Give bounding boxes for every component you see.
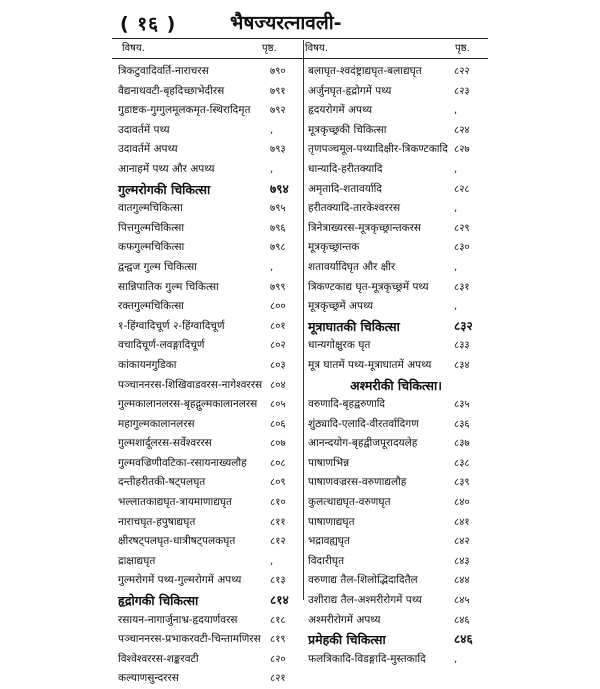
entry-page-number: ८०० [270,301,286,313]
index-entry [308,395,484,415]
entry-page-number: ८२२ [454,66,470,77]
header-rule [112,58,488,59]
entry-title: त्रिकण्टकाद्य घृत-मूत्रकृच्छ्रमें पथ्य [308,280,429,293]
index-entry [308,591,484,611]
right-subject-header: विषय. [305,43,328,54]
index-entry [308,473,484,493]
index-entry [118,611,300,631]
entry-title: १-हिंग्वादिचूर्ण २-हिंग्वादिचूर्ण [118,319,225,332]
entry-title: मूत्र घातमें पथ्य-मूत्राघातमें अपथ्य [308,358,432,371]
index-entry [118,219,300,239]
entry-page-number: ८४५ [454,595,470,607]
entry-page-number: ७९८ [270,242,286,254]
entry-page-number: , [454,163,458,175]
index-entry [308,571,484,591]
entry-page-number: ८२९ [454,222,470,234]
entry-page-number: ८३७ [454,438,470,450]
page-header [0,6,600,36]
entry-title: मूत्रकृच्छ्रमें अपथ्य [308,300,374,313]
entry-page-number: ८३० [454,242,470,254]
index-entry [118,532,300,552]
entry-page-number: ७९६ [270,222,286,234]
column-divider [303,40,304,600]
entry-page-number: ८२४ [454,124,470,136]
entry-page-number: ७९० [270,66,286,77]
entry-title: गुल्मरोगकी चिकित्सा [118,181,211,197]
entry-page-number: ८०६ [270,418,286,430]
entry-title: गुडाष्टक-गुग्गुलमूलकमृत-स्थिरादिमृत [118,104,251,117]
index-entry [118,395,300,415]
left-index-column [118,62,300,689]
index-entry [308,180,484,200]
left-subject-header: विषय. [122,43,145,54]
entry-title: आनन्दयोग-बृहद्वीजपूरादयलेह [308,437,418,450]
entry-title: दन्तीहरीतकी-षट्पलघृत [118,476,206,489]
index-entry [118,376,300,396]
index-entry [118,278,300,298]
entry-title: उदावर्तमें पथ्य [118,123,170,136]
entry-title: पञ्चाननरस-शिखिवाडवरस-नागेश्वररस [118,378,263,391]
entry-title: गुल्मशार्दूलरस-सर्वेश्वररस [118,437,212,450]
entry-title: गुल्मरोगमें पथ्य-गुल्मरोगमें अपथ्य [118,574,242,587]
entry-page-number: ८१० [270,497,286,509]
entry-page-number: ८११ [270,516,286,528]
index-entry [118,317,300,337]
entry-title: वैद्यनाथवटी-बृहदिच्छाभेदीरस [118,84,225,97]
entry-page-number: ८२७ [454,144,470,156]
entry-page-number: ८४२ [454,536,470,548]
entry-title: पित्तगुल्मचिकित्सा [118,221,185,234]
entry-page-number: ८३६ [454,418,470,430]
page-number: ( १६ ) [120,13,177,35]
entry-page-number: ८४४ [454,575,470,587]
entry-title: हरीतक्यादि-तारकेश्वररस [308,202,401,215]
entry-title: वरुणाद्य तैल-शिलोद्भिदादितैल [308,574,418,587]
entry-title: मूत्राघातकी चिकित्सा [308,318,400,334]
entry-page-number: ८१४ [270,593,289,608]
entry-page-number: ८०५ [270,399,286,411]
entry-page-number: ८१३ [270,575,286,587]
entry-page-number: ८०१ [270,320,286,332]
index-entry [308,278,484,298]
entry-page-number: ७९४ [270,181,289,196]
page-title: भैषज्यरत्नावली- [230,12,342,34]
entry-page-number: , [270,124,274,136]
index-entry [118,199,300,219]
index-entry [308,219,484,239]
entry-title: वरुणादि-बृहद्वरुणादि [308,398,386,411]
right-index-column [308,62,484,669]
entry-page-number: ८३९ [454,477,470,489]
entry-title: तृणपञ्चमूल-पथ्यादिक्षीर-त्रिकण्टकादि [308,143,448,156]
entry-title: महागुल्मकालानलरस [118,417,195,430]
index-entry [118,140,300,160]
entry-title: त्रिकटुवादिवर्ति-नाराचरस [118,65,209,77]
entry-title: त्रिनेत्राख्यरस-मूत्रकृच्छ्रान्तकरस [308,221,422,234]
entry-title: सान्निपातिक गुल्म चिकित्सा [118,280,219,293]
index-entry [118,356,300,376]
right-page-header: पृष्ठ. [455,43,470,54]
entry-title: वातगुल्मचिकित्सा [118,202,183,215]
entry-page-number: , [270,163,274,175]
entry-page-number: ८१८ [270,614,286,626]
entry-page-number: ८३४ [454,359,470,371]
index-entry [118,160,300,180]
entry-page-number: ८४१ [454,516,470,528]
index-entry [118,513,300,533]
index-entry [308,140,484,160]
index-entry [118,62,300,82]
entry-title: कफगुल्मचिकित्सा [118,241,185,254]
entry-title: पाषाणभिन्न [308,456,350,469]
entry-page-number: , [270,555,274,567]
index-entry [118,415,300,435]
entry-page-number: ८४६ [454,632,473,647]
entry-title: उदावर्तमें अपथ्य [118,143,178,156]
entry-page-number: ८३८ [454,457,470,469]
entry-page-number: ८२० [270,653,286,665]
index-entry [308,336,484,356]
entry-title: भद्रावह्यघृत [308,535,350,548]
entry-page-number: ८३१ [454,281,470,293]
entry-page-number: ८३२ [454,318,473,333]
entry-title: धान्यगोक्षुरक घृत [308,339,371,352]
entry-title: पाषाणवज्ररस-वरुणाद्यलौह [308,476,407,489]
entry-page-number: , [454,105,458,117]
index-entry [308,493,484,513]
entry-title: मूत्रकृच्छ्रान्तक [308,241,360,254]
entry-page-number: ८०२ [270,340,286,352]
entry-title: द्राक्षाद्यघृत [118,554,156,567]
index-entry [118,180,300,200]
entry-page-number: ८२३ [454,85,470,97]
index-entry [308,532,484,552]
entry-title: कांकायनगुडिका [118,358,177,371]
entry-page-number: ८४० [454,497,470,509]
index-entry [308,317,484,337]
index-entry [308,630,484,650]
entry-title: गुल्मकालानलरस-बृहद्गुल्मकालानलरस [118,398,258,411]
index-entry [118,591,300,611]
entry-title: विश्वेश्वररस-शङ्करवटी [118,652,199,665]
entry-page-number: ८०८ [270,457,286,469]
entry-title: फलत्रिकादि-विडङ्गादि-मुस्तकादि [308,652,426,665]
index-entry [118,650,300,670]
entry-title: द्वन्द्वज गुल्म चिकित्सा [118,260,197,273]
entry-page-number: ८०९ [270,477,286,489]
index-entry [118,82,300,102]
index-entry [308,62,484,82]
index-entry [308,238,484,258]
index-entry [118,493,300,513]
index-entry [118,297,300,317]
entry-page-number: , [454,301,458,313]
index-entry [118,454,300,474]
entry-title: भल्लातकाद्यघृत-त्रायमाणाद्यघृत [118,496,233,509]
entry-title: गुल्मवज्रिणीवटिका-रसायनाख्यलौह [118,456,247,469]
entry-page-number: ८३३ [454,340,470,352]
entry-title: बलाघृत-श्वदंष्ट्राद्यघृत-बलाद्यघृत [308,65,422,77]
entry-title: विदारीघृत [308,554,345,567]
entry-title: कल्याणसुन्दररस [118,672,179,685]
index-entry [118,630,300,650]
entry-title: हृद्रोगकी चिकित्सा [118,593,199,609]
index-entry [308,199,484,219]
entry-page-number: , [454,653,458,665]
index-entry [118,571,300,591]
entry-page-number: ७९२ [270,105,286,117]
entry-title: अश्मरीकी चिकित्सा। [350,377,442,393]
entry-title: रसायन-नागार्जुनाभ्र-हृदयार्णवरस [118,613,238,626]
entry-page-number: ७९३ [270,144,286,156]
index-entry [118,669,300,689]
index-entry [308,611,484,631]
index-entry [308,415,484,435]
entry-page-number: ८२८ [454,183,470,195]
entry-title: रक्तगुल्मचिकित्सा [118,300,185,313]
index-entry [308,82,484,102]
index-entry [118,473,300,493]
index-entry [308,650,484,670]
entry-title: उशीराद्य तैल-अश्मरीरोगमें पथ्य [308,594,422,607]
entry-title: पाषाणाद्यघृत [308,515,355,528]
entry-page-number: , [454,203,458,215]
index-entry [308,297,484,317]
entry-title: नाराचघृत-हपुषाद्यघृत [118,515,196,528]
entry-page-number: ८३५ [454,399,470,411]
index-entry [118,552,300,572]
left-page-header: पृष्ठ. [262,43,277,54]
index-entry [118,238,300,258]
entry-title: अमृतादि-शतावर्यादि [308,182,382,195]
index-entry [118,258,300,278]
entry-title: क्षीरषट्पलघृत-धात्रीषट्पलकघृत [118,535,236,548]
entry-page-number: ८४६ [454,614,470,626]
entry-page-number: ८०३ [270,359,286,371]
entry-title: शुंठ्यादि-एलादि-वीरतर्वादिगण [308,417,419,430]
index-entry [118,434,300,454]
entry-title: अश्मरीरोगमें अपथ्य [308,613,381,626]
entry-page-number: ८०४ [270,379,286,391]
entry-title: अर्जुनघृत-हृद्रोगमें पथ्य [308,84,392,97]
entry-page-number: ८१९ [270,634,286,646]
entry-page-number: ७९५ [270,203,286,215]
entry-title: प्रमेहकी चिकित्सा [308,632,386,648]
index-entry [308,513,484,533]
entry-title: शतावर्यादिघृत और क्षीर [308,260,396,273]
index-entry [308,376,484,396]
entry-title: कुलत्थाद्यघृत-वरुणघृत [308,496,391,509]
entry-page-number: ८०७ [270,438,286,450]
entry-title: आनाहमें पथ्य और अपथ्य [118,162,215,175]
entry-title: हृदयरोगमें अपथ्य [308,104,373,117]
entry-page-number: ७९१ [270,85,286,97]
index-entry [118,121,300,141]
entry-page-number: ७९९ [270,281,286,293]
index-entry [308,258,484,278]
entry-title: मूत्रकृच्छ्रकी चिकित्सा [308,123,387,136]
entry-page-number: ८४३ [454,555,470,567]
index-entry [308,434,484,454]
index-entry [118,336,300,356]
index-entry [118,101,300,121]
index-entry [308,356,484,376]
index-entry [308,101,484,121]
entry-page-number: , [454,261,458,273]
entry-page-number: ८२१ [270,673,286,685]
top-rule [112,38,488,39]
entry-page-number: , [270,261,274,273]
entry-title: पञ्चाननरस-प्रभाकरवटी-चिन्तामणिरस [118,633,261,646]
index-entry [308,552,484,572]
entry-title: वचादिचूर्ण-लवङ्गादिचूर्ण [118,339,205,352]
index-entry [308,454,484,474]
entry-title: धान्यादि-हरीतक्यादि [308,162,383,175]
index-entry [308,121,484,141]
entry-page-number: ८१२ [270,536,286,548]
index-entry [308,160,484,180]
